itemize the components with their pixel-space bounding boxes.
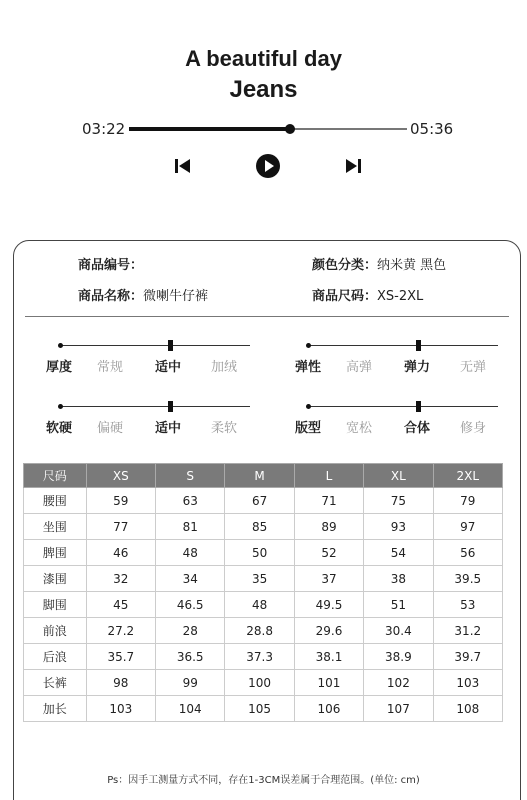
table-cell: 38: [364, 566, 433, 592]
table-cell: 28: [156, 618, 225, 644]
attr-slider: [60, 406, 250, 407]
table-cell: 45: [86, 592, 155, 618]
row-label-cell: 脾围: [24, 540, 87, 566]
skip-previous-icon[interactable]: [170, 153, 196, 179]
size-info: 商品尺码：XS-2XL: [312, 289, 424, 304]
table-header: M: [225, 464, 294, 488]
total-time: 05:36: [410, 120, 454, 138]
table-cell: 54: [364, 540, 433, 566]
table-cell: 102: [364, 670, 433, 696]
table-header: 尺码: [24, 464, 87, 488]
attr-label: 弹性: [295, 360, 322, 375]
divider: [25, 316, 509, 317]
attr-label: 软硬: [46, 421, 73, 436]
attr-option: 常规: [97, 360, 124, 375]
table-row: [24, 488, 503, 514]
header-title: A beautiful day: [185, 46, 342, 71]
row-label-cell: 漆围: [24, 566, 87, 592]
table-cell: 85: [225, 514, 294, 540]
table-cell: 37.3: [225, 644, 294, 670]
table-cell: 97: [433, 514, 502, 540]
table-row: [24, 592, 503, 618]
attr-slider: [308, 406, 498, 407]
row-label-cell: 后浪: [24, 644, 87, 670]
table-cell: 31.2: [433, 618, 502, 644]
table-cell: 67: [225, 488, 294, 514]
progress-fill: [129, 127, 290, 131]
table-cell: 29.6: [294, 618, 363, 644]
header-subtitle: Jeans: [229, 76, 298, 103]
row-label-cell: 前浪: [24, 618, 87, 644]
table-cell: 71: [294, 488, 363, 514]
table-cell: 81: [156, 514, 225, 540]
table-header: 2XL: [433, 464, 502, 488]
attr-option: 加绒: [211, 360, 238, 375]
item-no-label: 商品编号：: [78, 258, 144, 273]
table-cell: 34: [156, 566, 225, 592]
table-header: L: [294, 464, 363, 488]
attr-option: 偏硬: [97, 421, 124, 436]
table-cell: 106: [294, 696, 363, 722]
table-cell: 77: [86, 514, 155, 540]
table-cell: 108: [433, 696, 502, 722]
table-cell: 63: [156, 488, 225, 514]
play-icon[interactable]: [254, 153, 282, 179]
current-time: 03:22: [82, 120, 126, 138]
attr-option: 修身: [460, 421, 487, 436]
table-cell: 48: [156, 540, 225, 566]
size-table: [23, 463, 503, 722]
row-label-cell: 脚围: [24, 592, 87, 618]
table-header: S: [156, 464, 225, 488]
table-cell: 35.7: [86, 644, 155, 670]
progress-bar[interactable]: [129, 128, 407, 130]
table-row: [24, 644, 503, 670]
table-cell: 35: [225, 566, 294, 592]
table-cell: 79: [433, 488, 502, 514]
table-header: XL: [364, 464, 433, 488]
attr-option-selected: 弹力: [404, 360, 431, 375]
table-cell: 52: [294, 540, 363, 566]
table-cell: 53: [433, 592, 502, 618]
attr-option: 宽松: [346, 421, 373, 436]
table-row: [24, 618, 503, 644]
table-cell: 38.9: [364, 644, 433, 670]
table-cell: 50: [225, 540, 294, 566]
table-cell: 101: [294, 670, 363, 696]
attr-slider: [308, 345, 498, 346]
skip-next-icon[interactable]: [340, 153, 366, 179]
table-cell: 104: [156, 696, 225, 722]
attr-option-selected: 适中: [155, 360, 182, 375]
table-cell: 48: [225, 592, 294, 618]
row-label-cell: 加长: [24, 696, 87, 722]
attr-option: 柔软: [211, 421, 238, 436]
attr-option: 高弹: [346, 360, 373, 375]
table-cell: 32: [86, 566, 155, 592]
table-cell: 38.1: [294, 644, 363, 670]
table-cell: 59: [86, 488, 155, 514]
table-cell: 99: [156, 670, 225, 696]
measurement-note: Ps：因手工测量方式不同，存在1-3CM误差属于合理范围。(单位: cm): [107, 775, 420, 786]
table-cell: 100: [225, 670, 294, 696]
color-info: 颜色分类：纳米黄 黑色: [312, 258, 447, 273]
attr-option-selected: 合体: [404, 421, 431, 436]
attr-option: 无弹: [460, 360, 487, 375]
table-cell: 107: [364, 696, 433, 722]
table-cell: 46.5: [156, 592, 225, 618]
table-cell: 37: [294, 566, 363, 592]
table-cell: 103: [433, 670, 502, 696]
row-label-cell: 长裤: [24, 670, 87, 696]
table-row: [24, 566, 503, 592]
table-cell: 105: [225, 696, 294, 722]
attr-slider: [60, 345, 250, 346]
table-cell: 98: [86, 670, 155, 696]
table-cell: 30.4: [364, 618, 433, 644]
table-cell: 103: [86, 696, 155, 722]
table-cell: 49.5: [294, 592, 363, 618]
table-cell: 56: [433, 540, 502, 566]
table-cell: 46: [86, 540, 155, 566]
attr-label: 厚度: [46, 360, 73, 375]
attr-option-selected: 适中: [155, 421, 182, 436]
table-cell: 51: [364, 592, 433, 618]
table-row: [24, 670, 503, 696]
table-row: [24, 696, 503, 722]
name-info: 商品名称：微喇牛仔裤: [78, 289, 209, 304]
progress-knob[interactable]: [285, 124, 295, 134]
row-label-cell: 腰围: [24, 488, 87, 514]
table-header-row: [24, 464, 503, 488]
table-cell: 75: [364, 488, 433, 514]
row-label-cell: 坐围: [24, 514, 87, 540]
attr-label: 版型: [295, 421, 322, 436]
table-header: XS: [86, 464, 155, 488]
table-cell: 39.7: [433, 644, 502, 670]
table-cell: 93: [364, 514, 433, 540]
table-cell: 89: [294, 514, 363, 540]
table-cell: 39.5: [433, 566, 502, 592]
table-cell: 28.8: [225, 618, 294, 644]
table-row: [24, 514, 503, 540]
table-cell: 36.5: [156, 644, 225, 670]
table-cell: 27.2: [86, 618, 155, 644]
table-row: [24, 540, 503, 566]
